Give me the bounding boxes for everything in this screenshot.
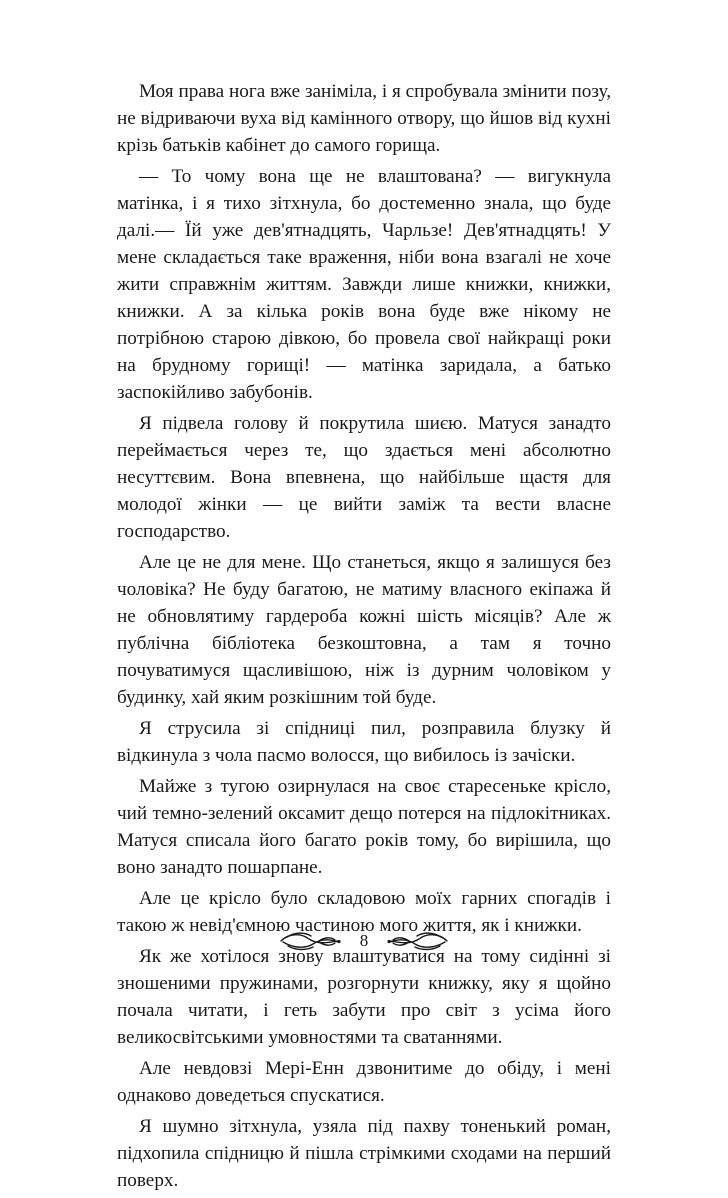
paragraph-2: — То чому вона ще не влаштована? — вигукнула матінка, і я тихо зітхнула, бо достеменно знала, що буде далі.— Їй уже дев'ятнадцять, Чарльзе! Дев'ятнадцять! У мене складається таке враження, ніби вона взагалі не хоче жити справжнім життям. Завжди лише книжки, книжки, книжки. А за кілька років вона буде вже нікому не потрібною старою дівкою, бо провела свої найкращі роки на брудному горищі! — матінка заридала, а батько заспокійливо забубонів.	[117, 166, 611, 403]
page-text	[117, 78, 611, 1198]
paragraph-5: Я струсила зі спідниці пил, розправила блузку й відкинула з чола пасмо волосся, що вибилось із зачіски.	[117, 718, 611, 766]
paragraph-7: Але це крісло було складовою моїх гарних спогадів і такою ж невід'ємною частиною мого життя, як і книжки.	[117, 888, 611, 936]
paragraph-4: Але це не для мене. Що станеться, якщо я залишуся без чоловіка? Не буду багатою, не матиму власного екіпажа й не обновлятиму гардероба кожні шість місяців? Але ж публічна бібліотека безкоштовна, а там я точно почуватимуся щасливішою, ніж із дурним чоловіком у будинку, хай яким розкішним той буде.	[117, 552, 611, 708]
paragraph-10: Я шумно зітхнула, узяла під пахву тоненький роман, підхопила спідницю й пішла стрімкими сходами на перший поверх.	[117, 1116, 611, 1191]
paragraph-8: Як же хотілося знову влаштуватися на тому сидінні зі зношеними пружинами, розгорнути книжку, яку я щойно почала читати, і геть забути про світ з усіма його великосвітськими умовностями та сватаннями.	[117, 946, 611, 1048]
paragraph-6: Майже з тугою озирнулася на своє старесеньке крісло, чий темно-зелений оксамит дещо потерся на підлокітниках. Матуся списала його багато років тому, бо вирішила, що воно занадто пошарпане.	[117, 776, 611, 878]
paragraph-3: Я підвела голову й покрутила шиєю. Матуся занадто переймається через те, що здається мені абсолютно несуттєвим. Вона впевнена, що найбільше щастя для молодої жінки — це вийти заміж та вести власне господарство.	[117, 413, 611, 542]
paragraph-9: Але невдовзі Мері-Енн дзвонитиме до обіду, і мені однаково доведеться спускатися.	[117, 1058, 611, 1106]
flourish-right-icon	[387, 930, 449, 952]
flourish-left-icon	[279, 930, 341, 952]
page-footer	[0, 926, 728, 956]
paragraph-1: Моя права нога вже заніміла, і я спробувала змінити позу, не відриваючи вуха від камінного отвору, що йшов від кухні крізь батьків кабінет до самого горища.	[117, 81, 611, 156]
page-number: 8	[359, 931, 369, 950]
